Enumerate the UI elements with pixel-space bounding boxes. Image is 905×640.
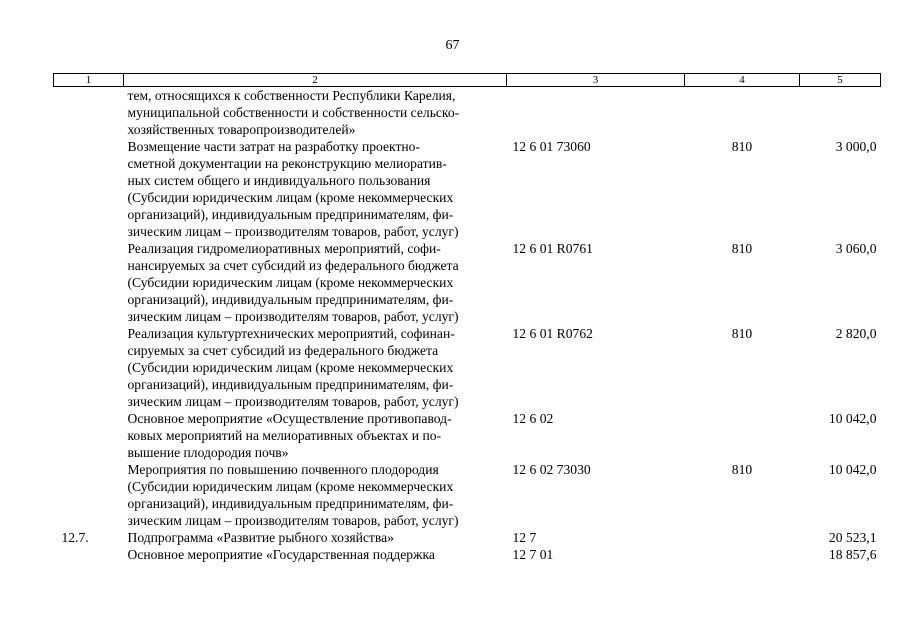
header-col-5: 5 xyxy=(800,74,881,87)
description-line: (Субсидии юридическим лицам (кроме некоммерческих xyxy=(127,190,454,205)
header-row xyxy=(54,74,881,87)
table-row xyxy=(54,410,881,461)
row-amount: 10 042,0 xyxy=(828,411,877,426)
table-row xyxy=(54,87,881,139)
description-line: Основное мероприятие «Осуществление противопавод- xyxy=(127,411,452,426)
description-line: муниципальной собственности и собственности сельско- xyxy=(127,105,460,120)
table-row xyxy=(54,546,881,563)
table-row xyxy=(54,138,881,240)
description-line: зическим лицам – производителям товаров, работ, услуг) xyxy=(127,513,459,528)
row-description xyxy=(124,325,507,410)
row-number xyxy=(54,461,124,529)
row-number xyxy=(54,138,124,240)
row-code: 12 7 xyxy=(512,530,537,545)
description-line: (Субсидии юридическим лицам (кроме некоммерческих xyxy=(127,479,454,494)
row-amount: 2 820,0 xyxy=(835,326,877,341)
row-expense-type xyxy=(685,410,800,461)
row-description xyxy=(124,410,507,461)
row-amount: 3 000,0 xyxy=(835,139,877,154)
description-line: нансируемых за счет субсидий из федерального бюджета xyxy=(127,258,459,273)
header-col-4: 4 xyxy=(685,74,800,87)
description-line: Мероприятия по повышению почвенного плодородия xyxy=(127,462,439,477)
row-description xyxy=(124,138,507,240)
row-expense-type xyxy=(685,546,800,563)
row-expense-type: 810 xyxy=(731,139,753,154)
row-number: 12.7. xyxy=(61,530,89,545)
row-amount: 10 042,0 xyxy=(828,462,877,477)
description-line: хозяйственных товаропроизводителей» xyxy=(127,122,356,137)
description-line: вышение плодородия почв» xyxy=(127,445,289,460)
table-row xyxy=(54,461,881,529)
budget-table xyxy=(53,73,881,563)
description-line: тем, относящихся к собственности Республики Карелия, xyxy=(127,88,456,103)
row-code xyxy=(507,87,685,139)
row-number xyxy=(54,325,124,410)
description-line: организаций), индивидуальным предпринимателям, фи- xyxy=(127,207,454,222)
header-col-3: 3 xyxy=(507,74,685,87)
header-col-1: 1 xyxy=(54,74,124,87)
row-code: 12 6 01 73060 xyxy=(512,139,591,154)
row-expense-type xyxy=(685,87,800,139)
description-line: Реализация культуртехнических мероприятий, софинан- xyxy=(127,326,455,341)
description-line: организаций), индивидуальным предпринимателям, фи- xyxy=(127,292,454,307)
description-line: ковых мероприятий на мелиоративных объектах и по- xyxy=(127,428,442,443)
row-number xyxy=(54,87,124,139)
row-description xyxy=(124,87,507,139)
row-amount: 3 060,0 xyxy=(835,241,877,256)
row-code: 12 6 01 R0762 xyxy=(512,326,593,341)
table-row xyxy=(54,325,881,410)
description-line: зическим лицам – производителям товаров, работ, услуг) xyxy=(127,394,459,409)
row-expense-type: 810 xyxy=(731,462,753,477)
description-line: ных систем общего и индивидуального пользования xyxy=(127,173,431,188)
row-number xyxy=(54,240,124,325)
description-line: организаций), индивидуальным предпринимателям, фи- xyxy=(127,496,454,511)
row-amount: 20 523,1 xyxy=(828,530,877,545)
row-expense-type: 810 xyxy=(731,241,753,256)
table-body xyxy=(54,87,881,564)
row-description xyxy=(124,529,507,546)
row-number xyxy=(54,546,124,563)
row-expense-type xyxy=(685,529,800,546)
description-line: зическим лицам – производителям товаров, работ, услуг) xyxy=(127,309,459,324)
page-number: 67 xyxy=(445,38,460,53)
table-row xyxy=(54,529,881,546)
row-code: 12 7 01 xyxy=(512,547,554,562)
description-line: Возмещение части затрат на разработку проектно- xyxy=(127,139,421,154)
description-line: зическим лицам – производителям товаров, работ, услуг) xyxy=(127,224,459,239)
description-line: сметной документации на реконструкцию мелиоратив- xyxy=(127,156,447,171)
description-line: Реализация гидромелиоративных мероприятий, софи- xyxy=(127,241,441,256)
row-expense-type: 810 xyxy=(731,326,753,341)
table-row xyxy=(54,240,881,325)
description-line: организаций), индивидуальным предпринимателям, фи- xyxy=(127,377,454,392)
row-code: 12 6 02 73030 xyxy=(512,462,591,477)
description-line: (Субсидии юридическим лицам (кроме некоммерческих xyxy=(127,360,454,375)
row-description xyxy=(124,546,507,563)
description-line: Подпрограмма «Развитие рыбного хозяйства» xyxy=(127,530,394,545)
description-line: сируемых за счет субсидий из федерального бюджета xyxy=(127,343,439,358)
description-line: (Субсидии юридическим лицам (кроме некоммерческих xyxy=(127,275,454,290)
row-description xyxy=(124,240,507,325)
row-amount: 18 857,6 xyxy=(828,547,877,562)
row-amount xyxy=(800,87,881,139)
row-code: 12 6 01 R0761 xyxy=(512,241,593,256)
header-col-2: 2 xyxy=(124,74,507,87)
table-header xyxy=(54,74,881,87)
description-line: Основное мероприятие «Государственная поддержка xyxy=(127,547,435,562)
row-code: 12 6 02 xyxy=(512,411,554,426)
row-description xyxy=(124,461,507,529)
row-number xyxy=(54,410,124,461)
